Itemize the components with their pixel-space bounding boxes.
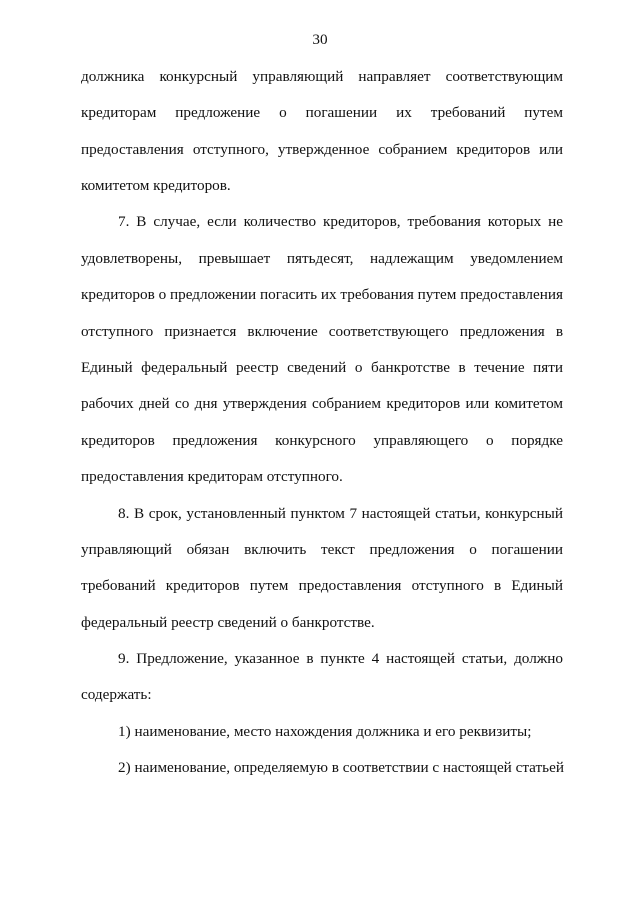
text-line: кредиторов о предложении погасить их требования путем предоставления — [81, 286, 563, 303]
page-number: 30 — [312, 31, 328, 48]
text-line: Единый федеральный реестр сведений о банкротстве в течение пяти — [81, 359, 563, 376]
text-line: комитетом кредиторов. — [81, 177, 231, 194]
text-line: 9. Предложение, указанное в пункте 4 настоящей статьи, должно — [118, 650, 563, 667]
text-line: федеральный реестр сведений о банкротстве. — [81, 614, 375, 631]
text-line: 1) наименование, место нахождения должника и его реквизиты; — [118, 723, 532, 740]
text-line: рабочих дней со дня утверждения собранием кредиторов или комитетом — [81, 395, 563, 412]
text-line: кредиторов предложения конкурсного управляющего о порядке — [81, 432, 563, 449]
text-line: 2) наименование, определяемую в соответствии с настоящей статьей — [118, 759, 564, 776]
text-line: 7. В случае, если количество кредиторов, требования которых не — [118, 213, 563, 230]
text-line: предоставления кредиторам отступного. — [81, 468, 343, 485]
text-line: 8. В срок, установленный пунктом 7 настоящей статьи, конкурсный — [118, 505, 563, 522]
text-line: предоставления отступного, утвержденное собранием кредиторов или — [81, 141, 563, 158]
text-line: кредиторам предложение о погашении их требований путем — [81, 104, 563, 121]
text-line: содержать: — [81, 686, 152, 703]
text-line: отступного признается включение соответствующего предложения в — [81, 323, 563, 340]
text-line: требований кредиторов путем предоставления отступного в Единый — [81, 577, 563, 594]
text-line: управляющий обязан включить текст предложения о погашении — [81, 541, 563, 558]
text-line: удовлетворены, превышает пятьдесят, надлежащим уведомлением — [81, 250, 563, 267]
text-line: должника конкурсный управляющий направляет соответствующим — [81, 68, 563, 85]
